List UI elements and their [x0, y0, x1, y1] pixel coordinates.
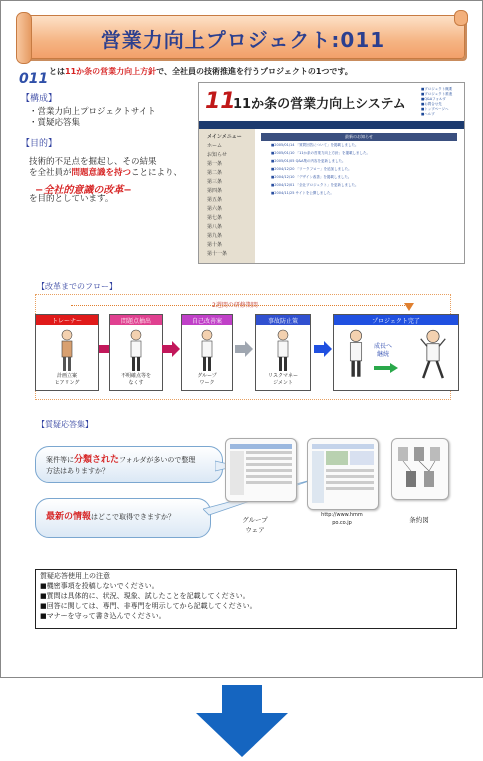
person-icon	[57, 329, 77, 373]
qa-heading: 【質疑応答集】	[37, 420, 93, 429]
website-menu-item[interactable]: 第四条	[207, 188, 223, 194]
person-jumping-icon	[418, 329, 448, 383]
groupware-thumbnail	[225, 438, 297, 502]
project-number: 011	[19, 71, 49, 87]
caption-groupware: グループ ウェア	[242, 516, 268, 534]
website-nav-band	[199, 121, 464, 129]
website-menu-item[interactable]: 第三条	[207, 179, 223, 185]
purpose-line-3: を目的としています。	[29, 194, 114, 204]
flow-step-title: 自己改善案	[191, 318, 222, 325]
down-arrow-icon	[196, 685, 288, 757]
qa-question-1-highlight: 分類された	[74, 455, 120, 465]
flow-step-title: 問題点抽出	[120, 318, 151, 325]
network-diagram-icon	[392, 439, 448, 499]
purpose-heading: 【目的】	[21, 139, 58, 149]
website-screenshot-icon	[308, 439, 378, 509]
qa-question-1-line2: 方法はありますか？	[46, 467, 109, 475]
flow-step-problem	[109, 314, 163, 391]
website-screenshot	[198, 82, 465, 264]
website-news-item[interactable]: ■2005/01/05 Q&A集の内容を更新しました。	[271, 159, 346, 163]
notice-item: ■マナーを守って書き込んでください。	[40, 612, 166, 620]
person-icon	[273, 329, 293, 373]
notice-item: ■質問は具体的に、状況、現象、試したことを記載してください。	[40, 592, 250, 600]
flow-arrow-icon	[314, 341, 332, 357]
diagram-thumbnail	[391, 438, 449, 500]
purpose-line-1: 技術的不足点を掘起し、その結果	[29, 157, 157, 167]
website-menu-item[interactable]: 第六条	[207, 206, 223, 212]
qa-bubble-folders	[35, 446, 223, 483]
flow-duration-note: 2週間の研修期間	[212, 302, 258, 309]
qa-question-2-highlight: 最新の情報	[46, 512, 92, 522]
flow-step-self-improve	[181, 314, 233, 391]
purpose-emphasis: −全社的意識の改革−	[35, 185, 132, 196]
person-icon	[197, 329, 217, 373]
page-title: 営業力向上プロジェクト:011	[100, 28, 386, 52]
purpose-highlight: 問題意識を持つ	[71, 168, 132, 178]
purpose-text	[29, 157, 182, 179]
timeline-arrow-icon	[404, 303, 414, 313]
flow-step-title: プロジェクト完了	[372, 318, 420, 325]
flow-step-sub: 不明確点等を なくす	[120, 373, 151, 386]
website-menu-item[interactable]: 第八条	[207, 224, 223, 230]
flow-arrow-icon	[162, 341, 180, 357]
person-icon	[126, 329, 146, 373]
website-menu-item[interactable]: 第五条	[207, 197, 223, 203]
website-thumbnail	[307, 438, 379, 510]
website-links	[421, 87, 452, 117]
website-news-item[interactable]: ■2004/12/20 「ワークフロー」を追加しました。	[271, 167, 352, 171]
flow-heading: 【改革までのフロー】	[37, 282, 117, 291]
intro-text	[49, 66, 353, 77]
person-icon	[344, 329, 368, 379]
website-news-item[interactable]: ■2004/11/25 サイトを公開しました。	[271, 191, 334, 195]
flow-step-sub: 計画立案 ヒアリング	[54, 373, 80, 386]
qa-question-1-post: フォルダが多いので整理	[119, 456, 196, 464]
website-menu-item[interactable]: 第十一条	[207, 251, 228, 257]
website-news-item[interactable]: ■2004/12/10 「デザイン改善」を掲載しました。	[271, 175, 352, 179]
flow-arrow-icon	[235, 341, 253, 357]
structure-list	[29, 107, 156, 129]
website-link[interactable]: ■お問合せ先	[421, 102, 442, 106]
website-menu-item[interactable]: ホーム	[207, 143, 223, 149]
flow-step-accident-prevention	[255, 314, 311, 391]
flow-step-complete	[333, 314, 459, 391]
purpose-line-2-post: ことにより、	[131, 168, 183, 178]
website-menu-item[interactable]: 第一条	[207, 161, 223, 167]
purpose-line-2-pre: を全社員が	[29, 168, 72, 178]
website-sidebar	[199, 129, 255, 263]
title-banner	[21, 15, 465, 59]
website-news-item[interactable]: ■2005/01/10 「11か条の営業力向上方針」を掲載しました。	[271, 151, 371, 155]
website-news-item[interactable]: ■2005/01/14 「質問回答について」を掲載しました。	[271, 143, 359, 147]
flow-step-trainer	[35, 314, 99, 391]
intro-prefix: とは	[49, 67, 65, 76]
notice-item: ■機密事項を投稿しないでください。	[40, 582, 159, 590]
website-news-heading: 最新のお知らせ	[261, 133, 457, 141]
website-link[interactable]: ■トップページへ	[421, 107, 449, 111]
flow-step-sub: リスクマネー ジメント	[268, 373, 298, 386]
website-title: 11か条の営業力向上システム	[233, 97, 406, 112]
growth-arrow-icon	[374, 363, 398, 373]
caption-diagram: 条約図	[409, 516, 429, 524]
website-link[interactable]: ■プロジェクト推進	[421, 92, 453, 96]
structure-item-site: ・営業力向上プロジェクトサイト	[29, 107, 156, 117]
website-menu-heading: メインメニュー	[207, 134, 242, 140]
website-link[interactable]: ■プロジェクト概要	[421, 87, 453, 91]
intro-highlight: 11か条の営業力向上方針	[65, 67, 157, 76]
qa-question-1-pre: 案件等に	[46, 456, 74, 464]
website-menu-item[interactable]: 第二条	[207, 170, 223, 176]
structure-heading: 【構成】	[21, 94, 58, 104]
website-header	[199, 83, 464, 121]
qa-bubble-latest-info	[35, 498, 211, 538]
website-menu-item[interactable]: 第七条	[207, 215, 223, 221]
flow-step-title: トレーナー	[51, 318, 82, 325]
qa-question-2-post: はどこで取得できますか？	[91, 513, 176, 521]
website-logo: 11	[205, 89, 236, 114]
website-news-panel	[261, 133, 457, 253]
website-news-item[interactable]: ■2004/12/01 「全社プロジェクト」を更新しました。	[271, 183, 359, 187]
purpose-line-2	[29, 168, 182, 179]
website-link[interactable]: ■ヘルプ	[421, 112, 435, 116]
website-menu-item[interactable]: 第十条	[207, 242, 223, 248]
website-menu-item[interactable]: 第九条	[207, 233, 223, 239]
flow-timeline	[71, 305, 411, 306]
notice-item: ■回答に関しては、専門、非専門を明示してから記載してください。	[40, 602, 257, 610]
caption-website-url[interactable]: http://www.hmm po.co.jp	[321, 512, 363, 526]
qa-question-2	[46, 512, 175, 523]
flow-step-sub: グループ ワーク	[197, 373, 217, 386]
flow-step-title: 事故防止策	[267, 318, 298, 325]
usage-notice-box	[35, 569, 457, 629]
structure-item-qa: ・質疑応答集	[29, 118, 81, 128]
intro-suffix: で、全社員の技術推進を行うプロジェクトの1つです。	[156, 67, 353, 76]
website-link[interactable]: ■Q&Aフォルダ	[421, 97, 446, 101]
qa-question-1	[46, 455, 195, 477]
website-menu-item[interactable]: お知らせ	[207, 152, 227, 158]
groupware-screenshot-icon	[226, 439, 296, 501]
notice-title: 質疑応答使用上の注意	[40, 572, 110, 580]
flow-growth-label: 成長へ 継続	[374, 343, 393, 358]
